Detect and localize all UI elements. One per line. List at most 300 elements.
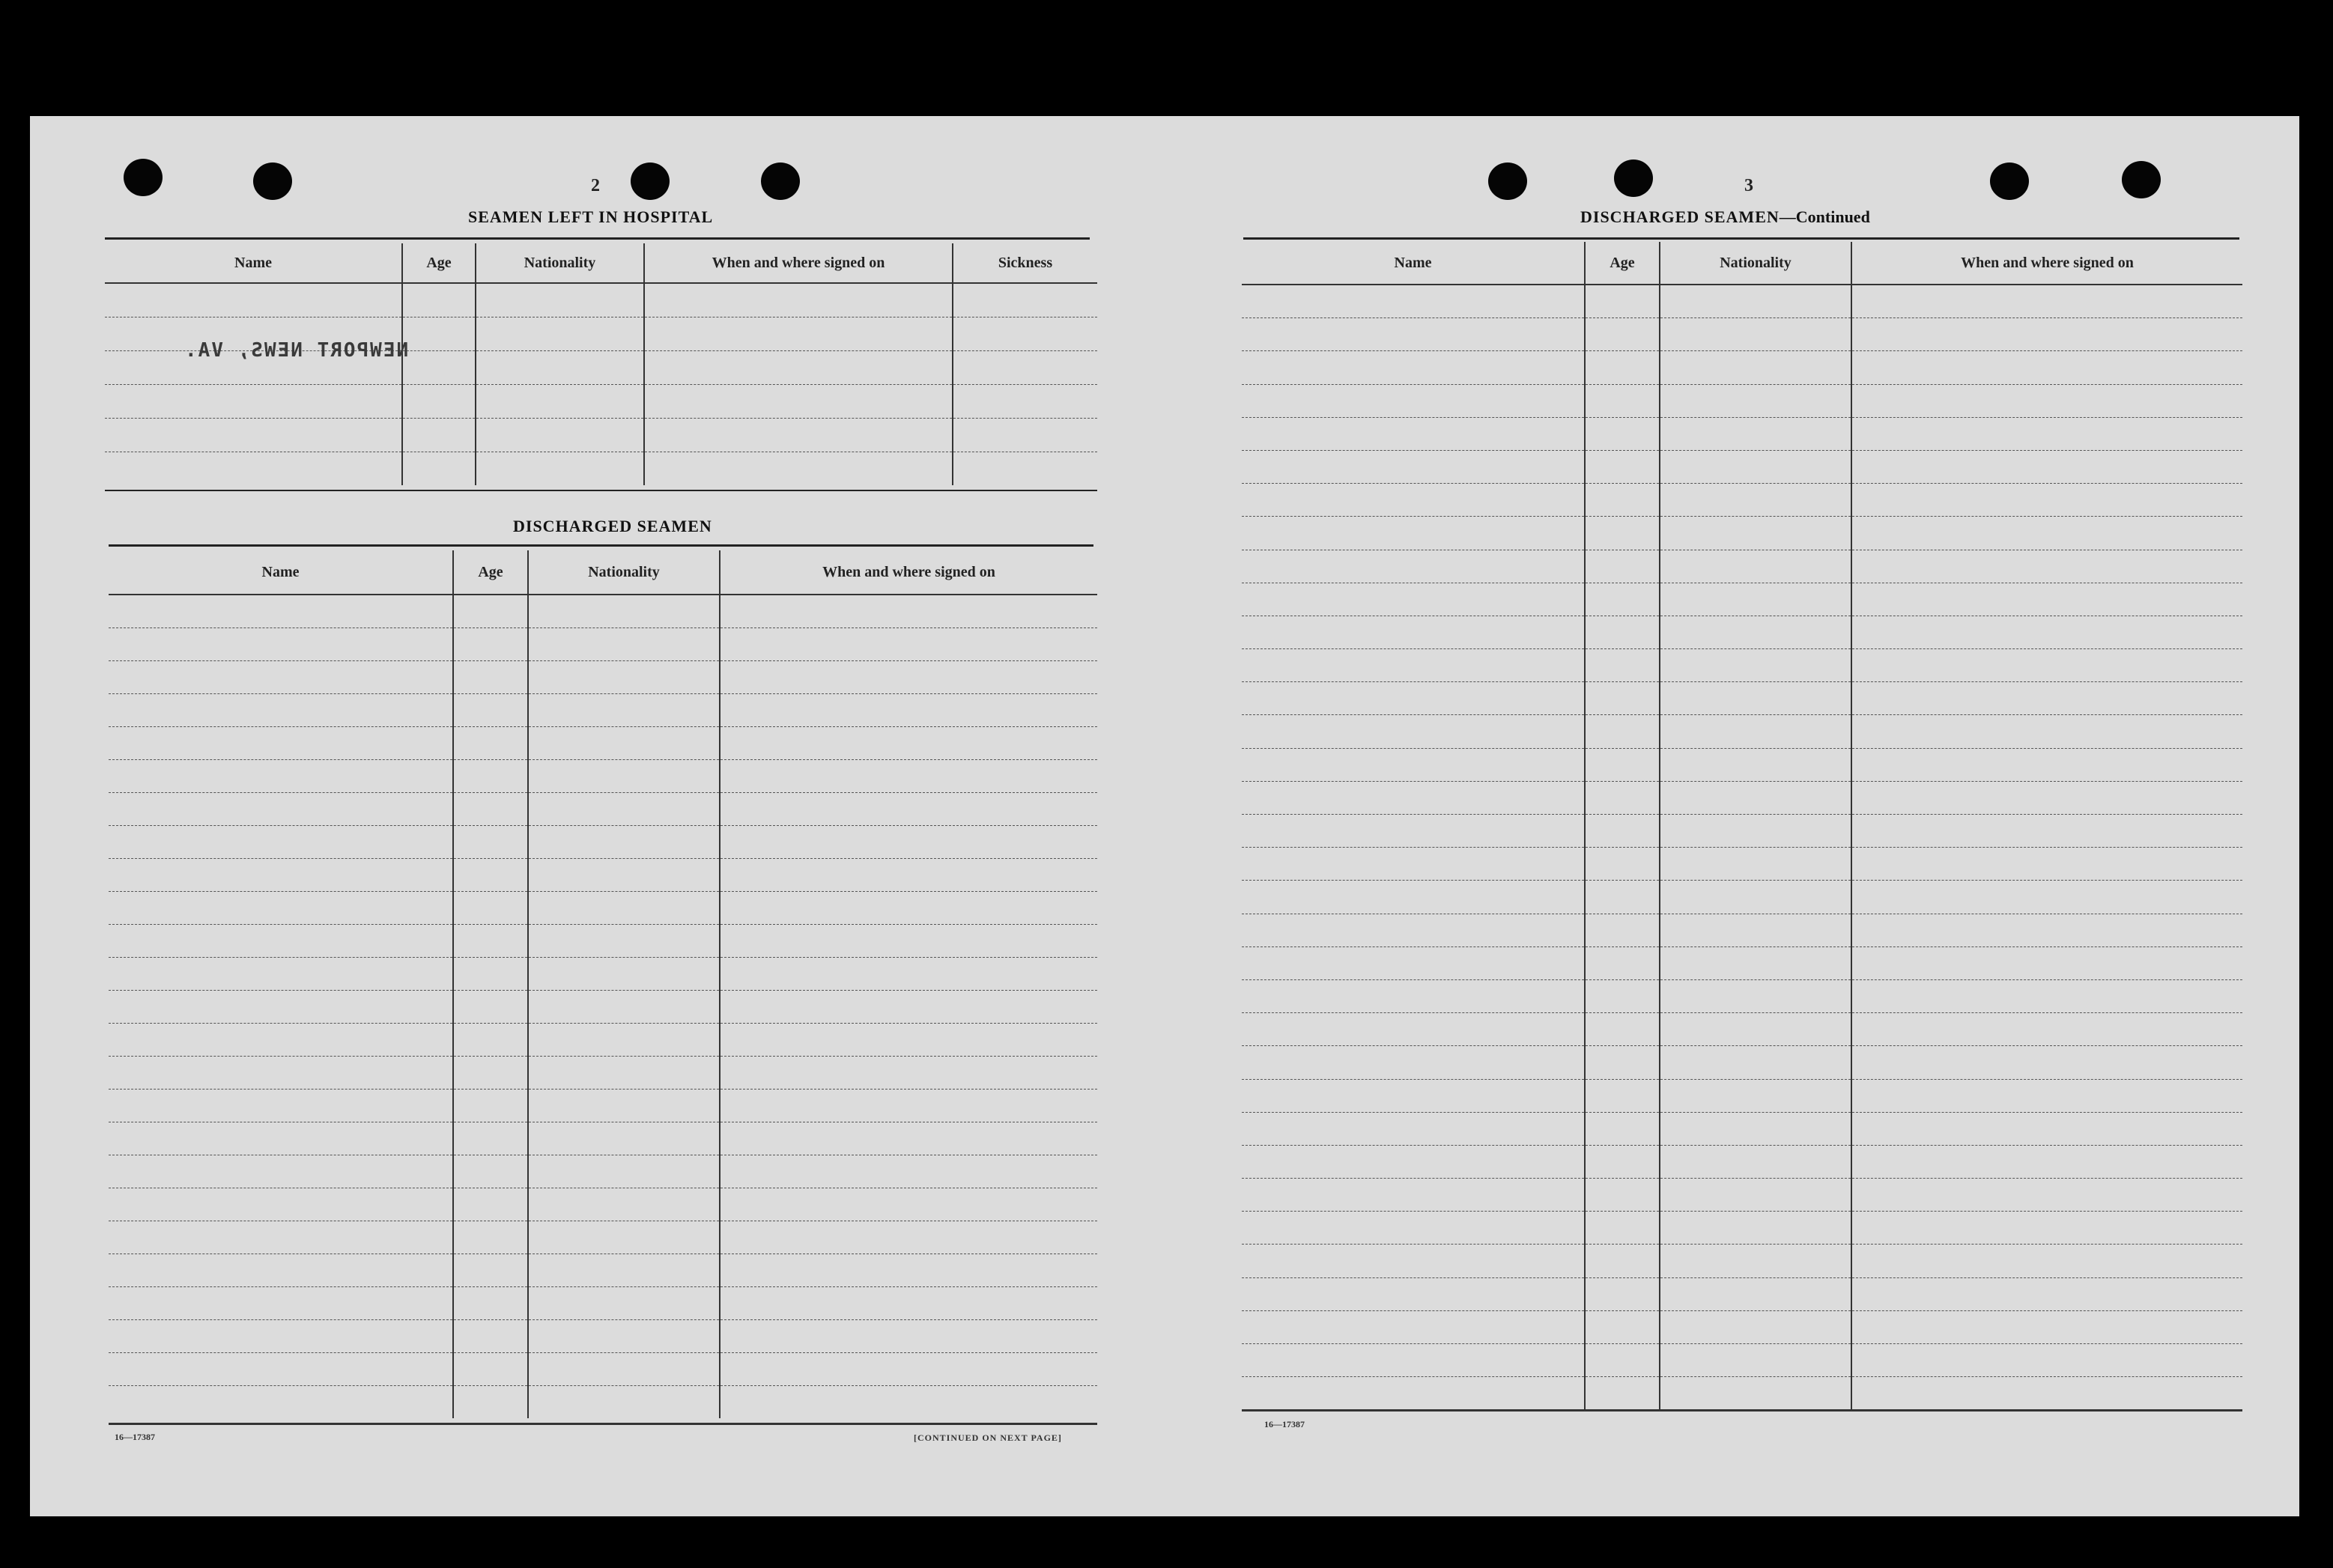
table-cell (1242, 848, 1585, 881)
page-number-right: 3 (1744, 176, 1753, 195)
table-cell (720, 727, 1097, 760)
table-cell (453, 991, 528, 1024)
table-cell (644, 452, 953, 486)
table-cell (1585, 682, 1660, 715)
table-cell (1851, 815, 2242, 848)
table-cell (1851, 1310, 2242, 1343)
table-cell (109, 1090, 453, 1122)
table-cell (1242, 550, 1585, 583)
hospital-table-body (105, 283, 1097, 485)
table-cell (720, 1221, 1097, 1254)
table-row (1242, 484, 2242, 517)
table-cell (109, 694, 453, 727)
table-cell (1242, 682, 1585, 715)
table-cell (453, 1057, 528, 1090)
table-cell (528, 826, 720, 859)
table-cell (528, 760, 720, 793)
table-cell (1585, 318, 1660, 351)
table-cell (1242, 1179, 1585, 1212)
table-cell (1851, 583, 2242, 616)
table-cell (1660, 1212, 1851, 1245)
table-cell (109, 1155, 453, 1188)
table-row (1242, 1212, 2242, 1245)
hospital-table (105, 243, 1097, 485)
table-cell (1660, 1145, 1851, 1178)
table-cell (453, 694, 528, 727)
table-row (1242, 914, 2242, 946)
form-code-left: 16—17387 (115, 1432, 155, 1442)
table-cell (109, 958, 453, 991)
table-cell (453, 1122, 528, 1155)
table-cell (528, 793, 720, 826)
punch-hole (631, 162, 670, 200)
table-cell (476, 419, 644, 452)
table-row (1242, 979, 2242, 1012)
table-cell (1660, 649, 1851, 682)
right-page-bottom-rule (1242, 1409, 2242, 1411)
table-cell (1851, 1112, 2242, 1145)
table-cell (528, 1353, 720, 1386)
discharged-table-left-body (109, 595, 1097, 1418)
table-row (109, 1188, 1097, 1221)
table-row (1242, 417, 2242, 450)
table-cell (1242, 484, 1585, 517)
table-cell (1585, 1212, 1660, 1245)
table-cell (1660, 1310, 1851, 1343)
table-cell (453, 661, 528, 694)
table-row (109, 628, 1097, 661)
table-cell (953, 351, 1097, 385)
table-row (1242, 1112, 2242, 1145)
table-cell (528, 694, 720, 727)
table-cell (109, 760, 453, 793)
discharged-table-left (109, 550, 1097, 1418)
table-cell (1851, 1277, 2242, 1310)
table-cell (1242, 318, 1585, 351)
table-cell (109, 1386, 453, 1419)
table-cell (644, 385, 953, 419)
table-cell (1585, 748, 1660, 781)
table-row (1242, 1245, 2242, 1277)
table-row (109, 958, 1097, 991)
table-cell (1585, 1310, 1660, 1343)
table-cell (1242, 285, 1585, 318)
table-cell (1851, 550, 2242, 583)
table-row (109, 727, 1097, 760)
table-cell (1660, 914, 1851, 946)
table-cell (953, 419, 1097, 452)
table-cell (1242, 946, 1585, 979)
table-cell (953, 317, 1097, 351)
table-cell (1585, 979, 1660, 1012)
table-cell (720, 925, 1097, 958)
table-cell (720, 1155, 1097, 1188)
table-cell (1585, 881, 1660, 914)
table-cell (1585, 550, 1660, 583)
page-number-left: 2 (591, 176, 600, 195)
table-cell (1585, 616, 1660, 648)
table-cell (528, 925, 720, 958)
discharged-table-right (1242, 242, 2242, 1409)
port-stamp: NEWPORT NEWS, VA. (183, 339, 409, 362)
table-cell (1660, 351, 1851, 384)
table-cell (1585, 1013, 1660, 1046)
table-cell (1660, 979, 1851, 1012)
table-cell (453, 1386, 528, 1419)
table-row (109, 859, 1097, 892)
table-cell (644, 419, 953, 452)
table-cell (528, 727, 720, 760)
table-row (109, 1090, 1097, 1122)
table-cell (528, 595, 720, 628)
table-cell (720, 1386, 1097, 1419)
table-cell (109, 925, 453, 958)
table-row (109, 1254, 1097, 1287)
table-cell (1585, 517, 1660, 550)
table-cell (453, 595, 528, 628)
continued-suffix: —Continued (1779, 207, 1870, 226)
table-cell (720, 628, 1097, 661)
punch-hole (1614, 159, 1653, 197)
column-header-nationality: Nationality (1660, 242, 1851, 285)
table-cell (1585, 285, 1660, 318)
table-cell (1660, 616, 1851, 648)
table-cell (1585, 1079, 1660, 1112)
table-cell (528, 1155, 720, 1188)
table-cell (1242, 417, 1585, 450)
discharged-title-text: DISCHARGED SEAMEN (1580, 207, 1780, 226)
discharged-section-title-right (1580, 207, 1870, 227)
table-cell (1242, 1145, 1585, 1178)
table-cell (1660, 1179, 1851, 1212)
table-row (1242, 1013, 2242, 1046)
column-header-age: Age (402, 243, 476, 283)
table-cell (1851, 1344, 2242, 1377)
table-cell (402, 385, 476, 419)
table-row (1242, 649, 2242, 682)
table-cell (1851, 1079, 2242, 1112)
table-row (1242, 1179, 2242, 1212)
table-cell (1660, 748, 1851, 781)
table-cell (453, 760, 528, 793)
punch-hole (761, 162, 800, 200)
table-cell (453, 1188, 528, 1221)
table-row (109, 1386, 1097, 1419)
table-cell (1660, 384, 1851, 417)
table-cell (105, 283, 402, 317)
table-cell (1851, 417, 2242, 450)
hospital-title-rule (105, 237, 1090, 240)
table-cell (1851, 1179, 2242, 1212)
table-row (1242, 781, 2242, 814)
table-row (1242, 1277, 2242, 1310)
table-cell (453, 1254, 528, 1287)
table-row (109, 1122, 1097, 1155)
table-cell (528, 1386, 720, 1419)
table-row (109, 694, 1097, 727)
table-cell (1242, 616, 1585, 648)
column-header-when-and-where-signed-on: When and where signed on (644, 243, 953, 283)
table-cell (1242, 881, 1585, 914)
table-cell (105, 452, 402, 486)
table-cell (109, 1024, 453, 1057)
table-cell (1660, 715, 1851, 748)
table-cell (720, 1057, 1097, 1090)
table-cell (720, 1024, 1097, 1057)
discharged-title-rule-left (109, 544, 1093, 547)
table-cell (402, 283, 476, 317)
table-cell (1660, 682, 1851, 715)
discharged-table-left-header (109, 550, 1097, 595)
table-row (105, 419, 1097, 452)
table-cell (109, 1287, 453, 1320)
table-cell (1851, 1245, 2242, 1277)
table-cell (720, 1188, 1097, 1221)
table-cell (720, 1287, 1097, 1320)
table-cell (1660, 550, 1851, 583)
table-cell (453, 925, 528, 958)
table-cell (720, 793, 1097, 826)
table-cell (1242, 450, 1585, 483)
table-cell (1585, 1145, 1660, 1178)
table-row (109, 1287, 1097, 1320)
table-cell (528, 1122, 720, 1155)
table-cell (720, 991, 1097, 1024)
table-cell (1242, 979, 1585, 1012)
table-cell (1660, 285, 1851, 318)
table-cell (109, 859, 453, 892)
table-cell (1585, 1112, 1660, 1145)
table-cell (1242, 1245, 1585, 1277)
table-cell (453, 859, 528, 892)
table-cell (1242, 1277, 1585, 1310)
discharged-table-right-body (1242, 285, 2242, 1409)
table-cell (453, 727, 528, 760)
table-cell (1585, 715, 1660, 748)
table-cell (644, 317, 953, 351)
table-cell (644, 351, 953, 385)
column-header-nationality: Nationality (476, 243, 644, 283)
table-row (105, 452, 1097, 486)
table-cell (109, 661, 453, 694)
table-cell (1660, 946, 1851, 979)
table-cell (1851, 1212, 2242, 1245)
table-cell (109, 1188, 453, 1221)
table-cell (1660, 1112, 1851, 1145)
table-cell (720, 1090, 1097, 1122)
column-header-age: Age (453, 550, 528, 595)
table-cell (1851, 946, 2242, 979)
table-cell (476, 385, 644, 419)
table-cell (453, 1090, 528, 1122)
table-cell (1585, 946, 1660, 979)
table-cell (953, 385, 1097, 419)
table-cell (953, 283, 1097, 317)
table-row (109, 1320, 1097, 1353)
table-cell (1851, 285, 2242, 318)
table-cell (644, 283, 953, 317)
table-cell (1851, 848, 2242, 881)
table-cell (109, 1320, 453, 1353)
table-cell (720, 1254, 1097, 1287)
table-row (1242, 946, 2242, 979)
table-cell (528, 1090, 720, 1122)
table-cell (109, 793, 453, 826)
table-cell (1660, 781, 1851, 814)
table-row (1242, 881, 2242, 914)
table-row (109, 1024, 1097, 1057)
column-header-sickness: Sickness (953, 243, 1097, 283)
punch-hole (2122, 161, 2161, 198)
table-cell (1585, 914, 1660, 946)
table-cell (1660, 1245, 1851, 1277)
table-cell (1242, 384, 1585, 417)
table-cell (1585, 1277, 1660, 1310)
table-cell (1660, 1013, 1851, 1046)
table-cell (1851, 517, 2242, 550)
table-cell (528, 958, 720, 991)
table-cell (1242, 1046, 1585, 1079)
table-row (1242, 815, 2242, 848)
table-cell (109, 1057, 453, 1090)
table-cell (528, 1221, 720, 1254)
table-row (1242, 351, 2242, 384)
table-cell (720, 1320, 1097, 1353)
table-cell (1660, 1046, 1851, 1079)
continued-note: [CONTINUED ON NEXT PAGE] (914, 1432, 1062, 1443)
table-cell (109, 1122, 453, 1155)
table-cell (1851, 484, 2242, 517)
table-cell (720, 1122, 1097, 1155)
table-cell (1660, 517, 1851, 550)
table-cell (720, 958, 1097, 991)
table-cell (1851, 682, 2242, 715)
column-header-when-and-where-signed-on: When and where signed on (1851, 242, 2242, 285)
table-cell (720, 859, 1097, 892)
table-cell (109, 1353, 453, 1386)
table-cell (1851, 1013, 2242, 1046)
table-row (105, 385, 1097, 419)
table-cell (1242, 815, 1585, 848)
table-cell (720, 760, 1097, 793)
table-row (109, 1057, 1097, 1090)
table-row (1242, 748, 2242, 781)
table-cell (453, 628, 528, 661)
table-cell (528, 892, 720, 925)
table-cell (1851, 318, 2242, 351)
table-cell (109, 628, 453, 661)
table-cell (109, 595, 453, 628)
table-row (1242, 1344, 2242, 1377)
table-cell (453, 1353, 528, 1386)
table-cell (1851, 1145, 2242, 1178)
table-cell (528, 1287, 720, 1320)
left-page-bottom-rule (109, 1423, 1097, 1425)
table-cell (1242, 1013, 1585, 1046)
table-row (109, 595, 1097, 628)
table-cell (720, 1353, 1097, 1386)
table-cell (720, 661, 1097, 694)
table-cell (1660, 484, 1851, 517)
table-cell (1660, 1344, 1851, 1377)
table-cell (109, 1221, 453, 1254)
table-cell (1585, 417, 1660, 450)
column-header-age: Age (1585, 242, 1660, 285)
table-cell (1660, 1079, 1851, 1112)
hospital-bottom-rule (105, 490, 1097, 491)
table-cell (1585, 484, 1660, 517)
table-cell (528, 1057, 720, 1090)
table-cell (528, 661, 720, 694)
table-cell (476, 283, 644, 317)
table-cell (528, 1024, 720, 1057)
table-cell (1851, 351, 2242, 384)
table-row (109, 1353, 1097, 1386)
table-row (1242, 318, 2242, 351)
table-row (109, 661, 1097, 694)
table-row (109, 991, 1097, 1024)
table-cell (528, 628, 720, 661)
table-cell (1242, 1112, 1585, 1145)
table-cell (109, 1254, 453, 1287)
table-row (109, 925, 1097, 958)
column-header-name: Name (105, 243, 402, 283)
table-cell (1851, 1377, 2242, 1410)
table-cell (1660, 318, 1851, 351)
table-cell (453, 793, 528, 826)
table-cell (1851, 881, 2242, 914)
table-cell (1585, 583, 1660, 616)
table-cell (1585, 1344, 1660, 1377)
table-row (109, 826, 1097, 859)
table-cell (109, 991, 453, 1024)
table-cell (1851, 450, 2242, 483)
table-cell (1242, 583, 1585, 616)
table-cell (1585, 1046, 1660, 1079)
table-cell (1242, 715, 1585, 748)
column-header-when-and-where-signed-on: When and where signed on (720, 550, 1097, 595)
form-code-right: 16—17387 (1264, 1419, 1305, 1429)
table-cell (1851, 1046, 2242, 1079)
table-row (1242, 1079, 2242, 1112)
table-cell (1851, 914, 2242, 946)
punch-hole (124, 159, 163, 196)
table-cell (1660, 450, 1851, 483)
table-cell (476, 452, 644, 486)
table-cell (1585, 384, 1660, 417)
table-cell (402, 452, 476, 486)
table-cell (1851, 781, 2242, 814)
table-cell (1585, 815, 1660, 848)
table-cell (1242, 1212, 1585, 1245)
table-cell (1242, 1079, 1585, 1112)
hospital-table-header (105, 243, 1097, 283)
table-cell (1242, 649, 1585, 682)
table-cell (453, 826, 528, 859)
table-cell (1242, 914, 1585, 946)
table-cell (528, 1320, 720, 1353)
table-cell (109, 826, 453, 859)
table-cell (1242, 1310, 1585, 1343)
table-row (109, 793, 1097, 826)
punch-hole (1990, 162, 2029, 200)
table-row (1242, 550, 2242, 583)
table-cell (1660, 815, 1851, 848)
table-cell (1851, 384, 2242, 417)
column-header-name: Name (109, 550, 453, 595)
table-cell (1585, 351, 1660, 384)
table-cell (1585, 649, 1660, 682)
